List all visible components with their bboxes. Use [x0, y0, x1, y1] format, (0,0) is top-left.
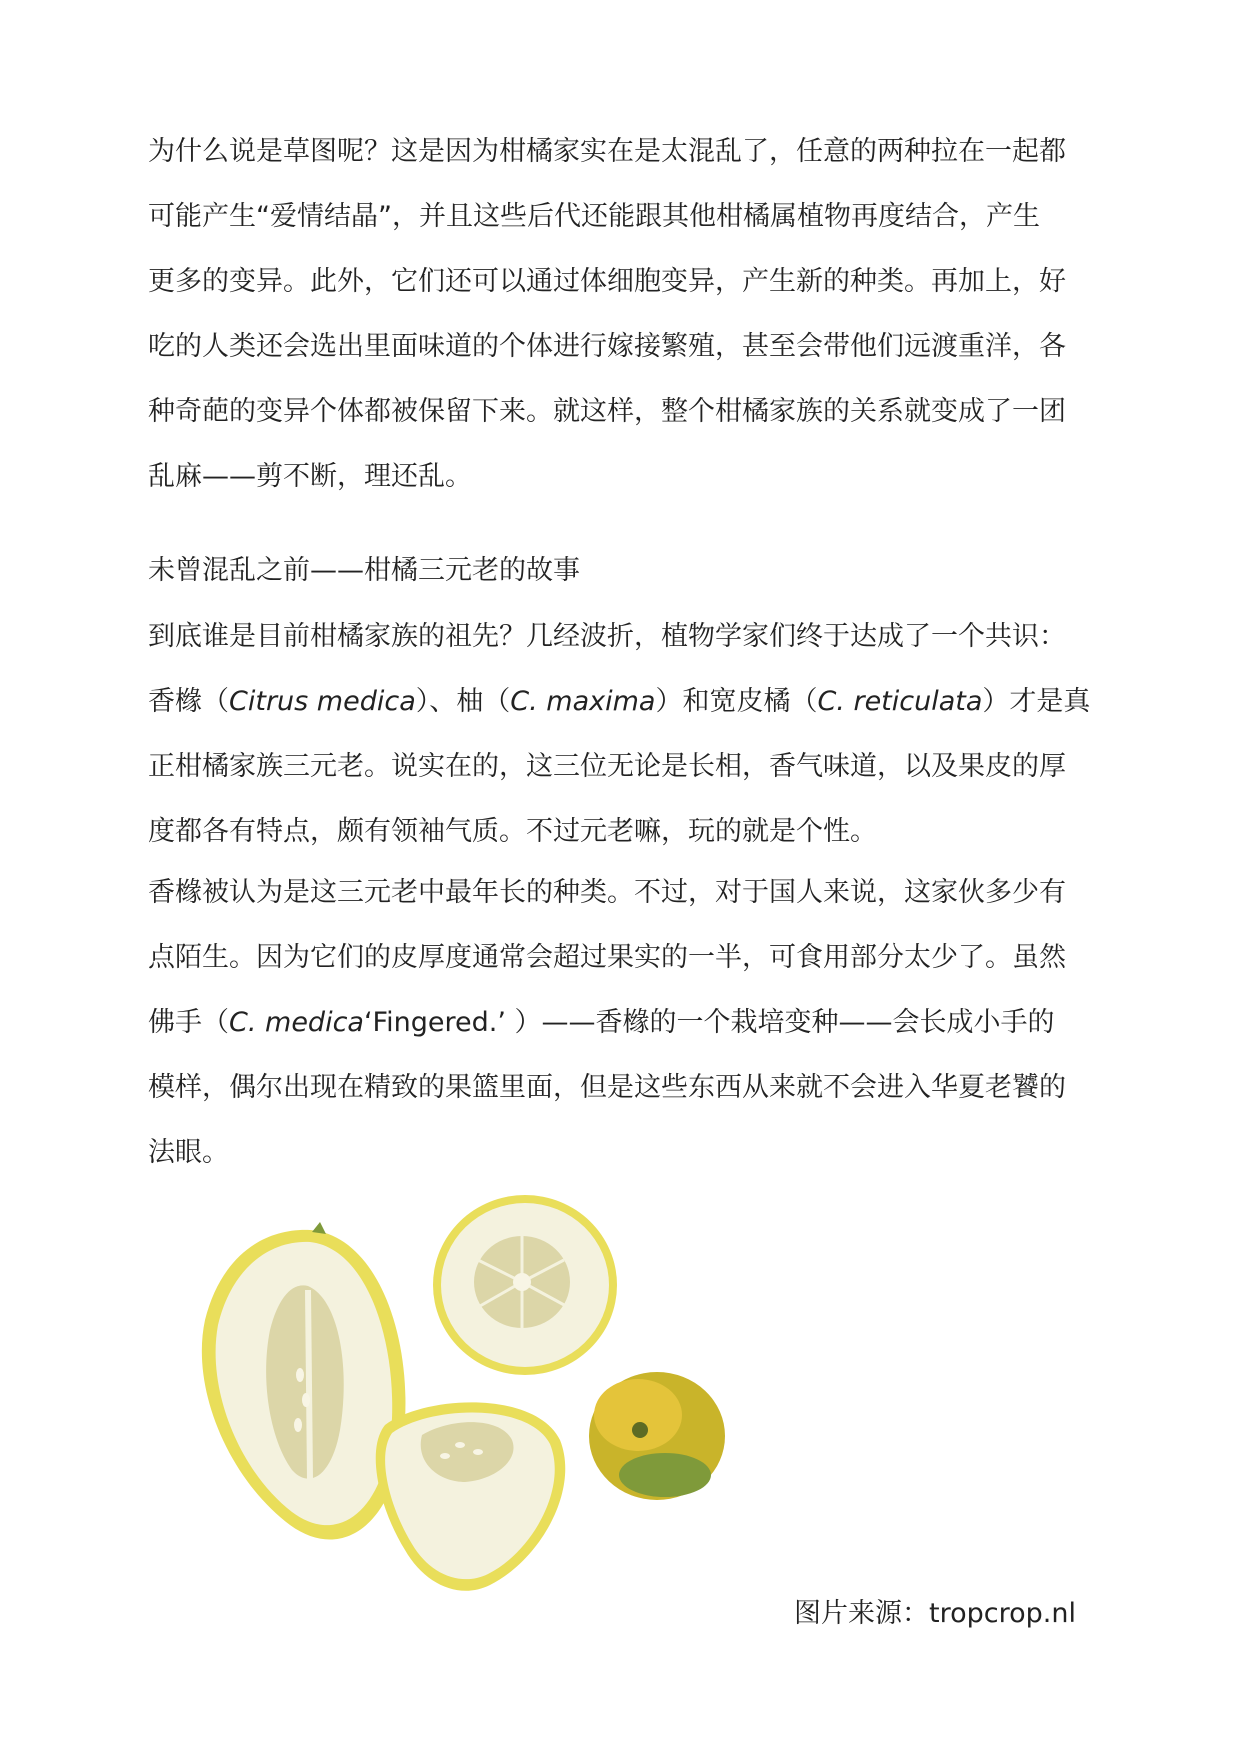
text-fragment: ‘Fingered.’ ）——香橼的一个栽培变种——会长成小手的 [363, 1007, 1055, 1038]
citron-half-bottom [376, 1402, 566, 1590]
citron-cross-section [433, 1195, 617, 1375]
text-fragment: ）才是真 [982, 686, 1091, 717]
text-fragment: 佛手（ [148, 1007, 229, 1038]
text-line: 乱麻——剪不断，理还乱。 [148, 461, 472, 492]
section-heading [148, 538, 1088, 603]
species-name-mandarin: C. reticulata [817, 686, 983, 717]
paragraph-2 [148, 604, 1091, 864]
text-fragment: ）、柚（ [415, 686, 511, 717]
species-name-pomelo: C. maxima [510, 686, 656, 717]
text-line: 法眼。 [148, 1137, 229, 1168]
text-line: 种奇葩的变异个体都被保留下来。就这样，整个柑橘家族的关系就变成了一团 [148, 396, 1066, 427]
text-fragment: ）和宽皮橘（ [655, 686, 818, 717]
text-line-with-species [148, 990, 1088, 1055]
species-name-fingered-citron: C. medica [229, 1007, 364, 1038]
bergamot-whole [589, 1372, 725, 1500]
text-fragment: 香橼（ [148, 686, 229, 717]
text-line: 吃的人类还会选出里面味道的个体进行嫁接繁殖，甚至会带他们远渡重洋，各 [148, 331, 1066, 362]
text-line: 点陌生。因为它们的皮厚度通常会超过果实的一半，可食用部分太少了。虽然 [148, 942, 1066, 973]
species-name-citron: Citrus medica [229, 686, 416, 717]
citron-half-large [202, 1222, 406, 1540]
text-line: 正柑橘家族三元老。说实在的，这三位无论是长相，香气味道，以及果皮的厚 [148, 751, 1066, 782]
text-line: 为什么说是草图呢？这是因为柑橘家实在是太混乱了，任意的两种拉在一起都 [148, 136, 1066, 167]
text-line: 到底谁是目前柑橘家族的祖先？几经波折，植物学家们终于达成了一个共识： [148, 621, 1066, 652]
text-line: 香橼被认为是这三元老中最年长的种类。不过，对于国人来说，这家伙多少有 [148, 877, 1066, 908]
text-line-with-species [148, 669, 1091, 734]
text-line: 模样，偶尔出现在精致的果篮里面，但是这些东西从来就不会进入华夏老饕的 [148, 1072, 1066, 1103]
text-line: 可能产生“爱情结晶”，并且这些后代还能跟其他柑橘属植物再度结合，产生 [148, 201, 1040, 232]
citron-photo [160, 1190, 780, 1620]
text-line: 度都各有特点，颇有领袖气质。不过元老嘛，玩的就是个性。 [148, 816, 877, 847]
paragraph-1 [148, 119, 1088, 509]
image-caption: 图片来源：tropcrop.nl [794, 1598, 1076, 1629]
text-line: 更多的变异。此外，它们还可以通过体细胞变异，产生新的种类。再加上，好 [148, 266, 1066, 297]
paragraph-3 [148, 860, 1088, 1185]
heading-text: 未曾混乱之前——柑橘三元老的故事 [148, 555, 580, 586]
